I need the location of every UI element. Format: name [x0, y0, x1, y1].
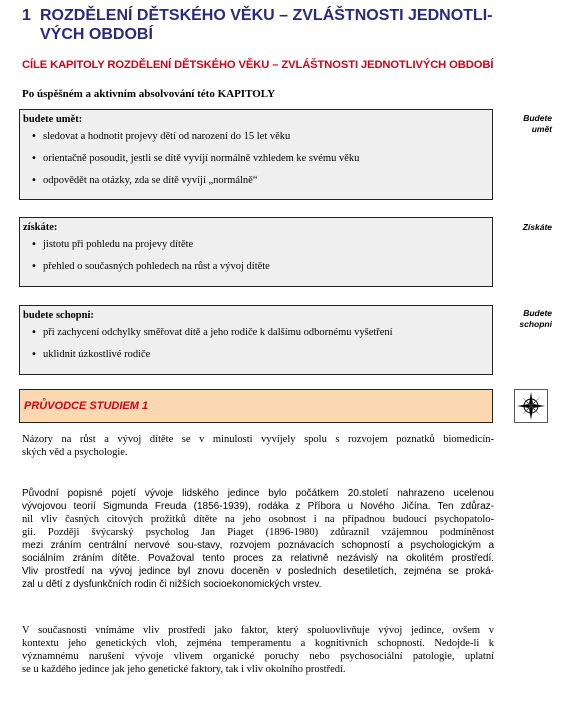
box-title-schopni: budete schopni: [23, 310, 94, 321]
chapter-title [22, 6, 542, 44]
chapter-title-line1: ROZDĚLENÍ DĚTSKÉHO VĚKU – ZVLÁŠTNOSTI JEDNOTLI- [40, 7, 493, 24]
list-item: • při zachycení odchylky směřovat dítě a jeho rodiče k dalšímu odbornému vyšetření [20, 326, 492, 339]
paragraph-1 [22, 433, 494, 459]
box-title-umet: budete umět: [23, 114, 83, 125]
paragraph-2 [22, 487, 494, 591]
study-guide-label: PRŮVODCE STUDIEM 1 [24, 400, 149, 412]
text-line: Vliv prostředí na vývoj jedince byl znovu doceněn v posledních desetiletích, zejména se proká- [22, 566, 494, 577]
text-line: se u každého jedince jak jeho genetické faktory, tak i vliv okolního prostředí. [22, 664, 346, 675]
text-line: V současnosti vnímáme vliv prostředí jako faktor, který spoluovlivňuje vývoj jedince, ovšem v [22, 625, 494, 636]
text-line: významnému narušení vývoje vlivem organické poruchy nebo psychosociální patologie, uplatní [22, 651, 494, 662]
list-umet [20, 130, 492, 187]
compass-icon [514, 389, 548, 423]
text-line: zal u dětí z dysfunkčních rodin či nižších socioekonomických vrstev. [22, 579, 322, 590]
list-item: • přehled o současných pohledech na růst a vývoj dítěte [20, 260, 492, 273]
paragraph-3 [22, 624, 494, 676]
study-guide-bar [19, 389, 493, 423]
goals-heading: CÍLE KAPITOLY ROZDĚLENÍ DĚTSKÉHO VĚKU – ZVLÁŠTNOSTI JEDNOTLIVÝCH OBDOBÍ [22, 59, 494, 71]
list-item: • jistotu při pohledu na projevy dítěte [20, 238, 492, 251]
goals-box-ziskate [19, 217, 493, 287]
margin-note-schopni: Budete schopni [519, 308, 552, 329]
box-title-ziskate: získáte: [23, 222, 58, 233]
list-item: • orientačně posoudit, jestli se dítě vyvíjí normálně vzhledem ke svému věku [20, 152, 492, 165]
list-item: • sledovat a hodnotit projevy dětí od narození do 15 let věku [20, 130, 492, 143]
text-line: ských věd a psychologie. [22, 447, 128, 458]
list-ziskate [20, 238, 492, 273]
text-line: sociálním zráním dítěte. Považoval tento proces za relativně nezávislý na okolitém prostředí. [22, 553, 494, 564]
text-line: mezi zráním centrální nervové sou-stavy, rozvojem poznávacích schopností a psychologickým a [22, 540, 494, 551]
list-item: • uklidnit úzkostlivé rodiče [20, 348, 492, 361]
text-line: kontextu jeho genetických vloh, zejména temperamentu a kognitivních schopností. Nedojde-li k [22, 638, 494, 649]
goals-box-schopni [19, 305, 493, 375]
margin-note-ziskate: Získáte [522, 222, 552, 232]
goals-intro: Po úspěšném a aktivním absolvování této KAPITOLY [22, 88, 276, 100]
margin-note-umet: Budete umět [523, 113, 552, 134]
list-item: • odpovědět na otázky, zda se dítě vyvíjí „normálně“ [20, 174, 492, 187]
text-line: vývojovou teorií Sigmunda Freuda (1856-1939), rodáka z Příbora u Nového Jičína. Ten zdůraz- [22, 501, 494, 512]
list-schopni [20, 326, 492, 361]
goals-box-umet [19, 109, 493, 200]
text-line: Názory na růst a vývoj dítěte se v minulosti vyvíjely spolu s rozvojem poznatků biomedicín- [22, 434, 494, 445]
chapter-number: 1 [22, 7, 31, 24]
text-line: Původní popisné pojetí vývoje lidského jedince bylo počátkem 20.století nahrazeno ucelenou [22, 488, 494, 499]
text-line: gii. Později švýcarský psycholog Jan Piaget (1896-1980) zdůraznil vzájemnou podmíněnost [22, 527, 494, 538]
chapter-title-line2: VÝCH OBDOBÍ [40, 26, 153, 43]
text-line: nil vliv časných citových prožitků dítěte na jeho osobnost i na případnou budoucí psychopatolo- [22, 514, 494, 525]
